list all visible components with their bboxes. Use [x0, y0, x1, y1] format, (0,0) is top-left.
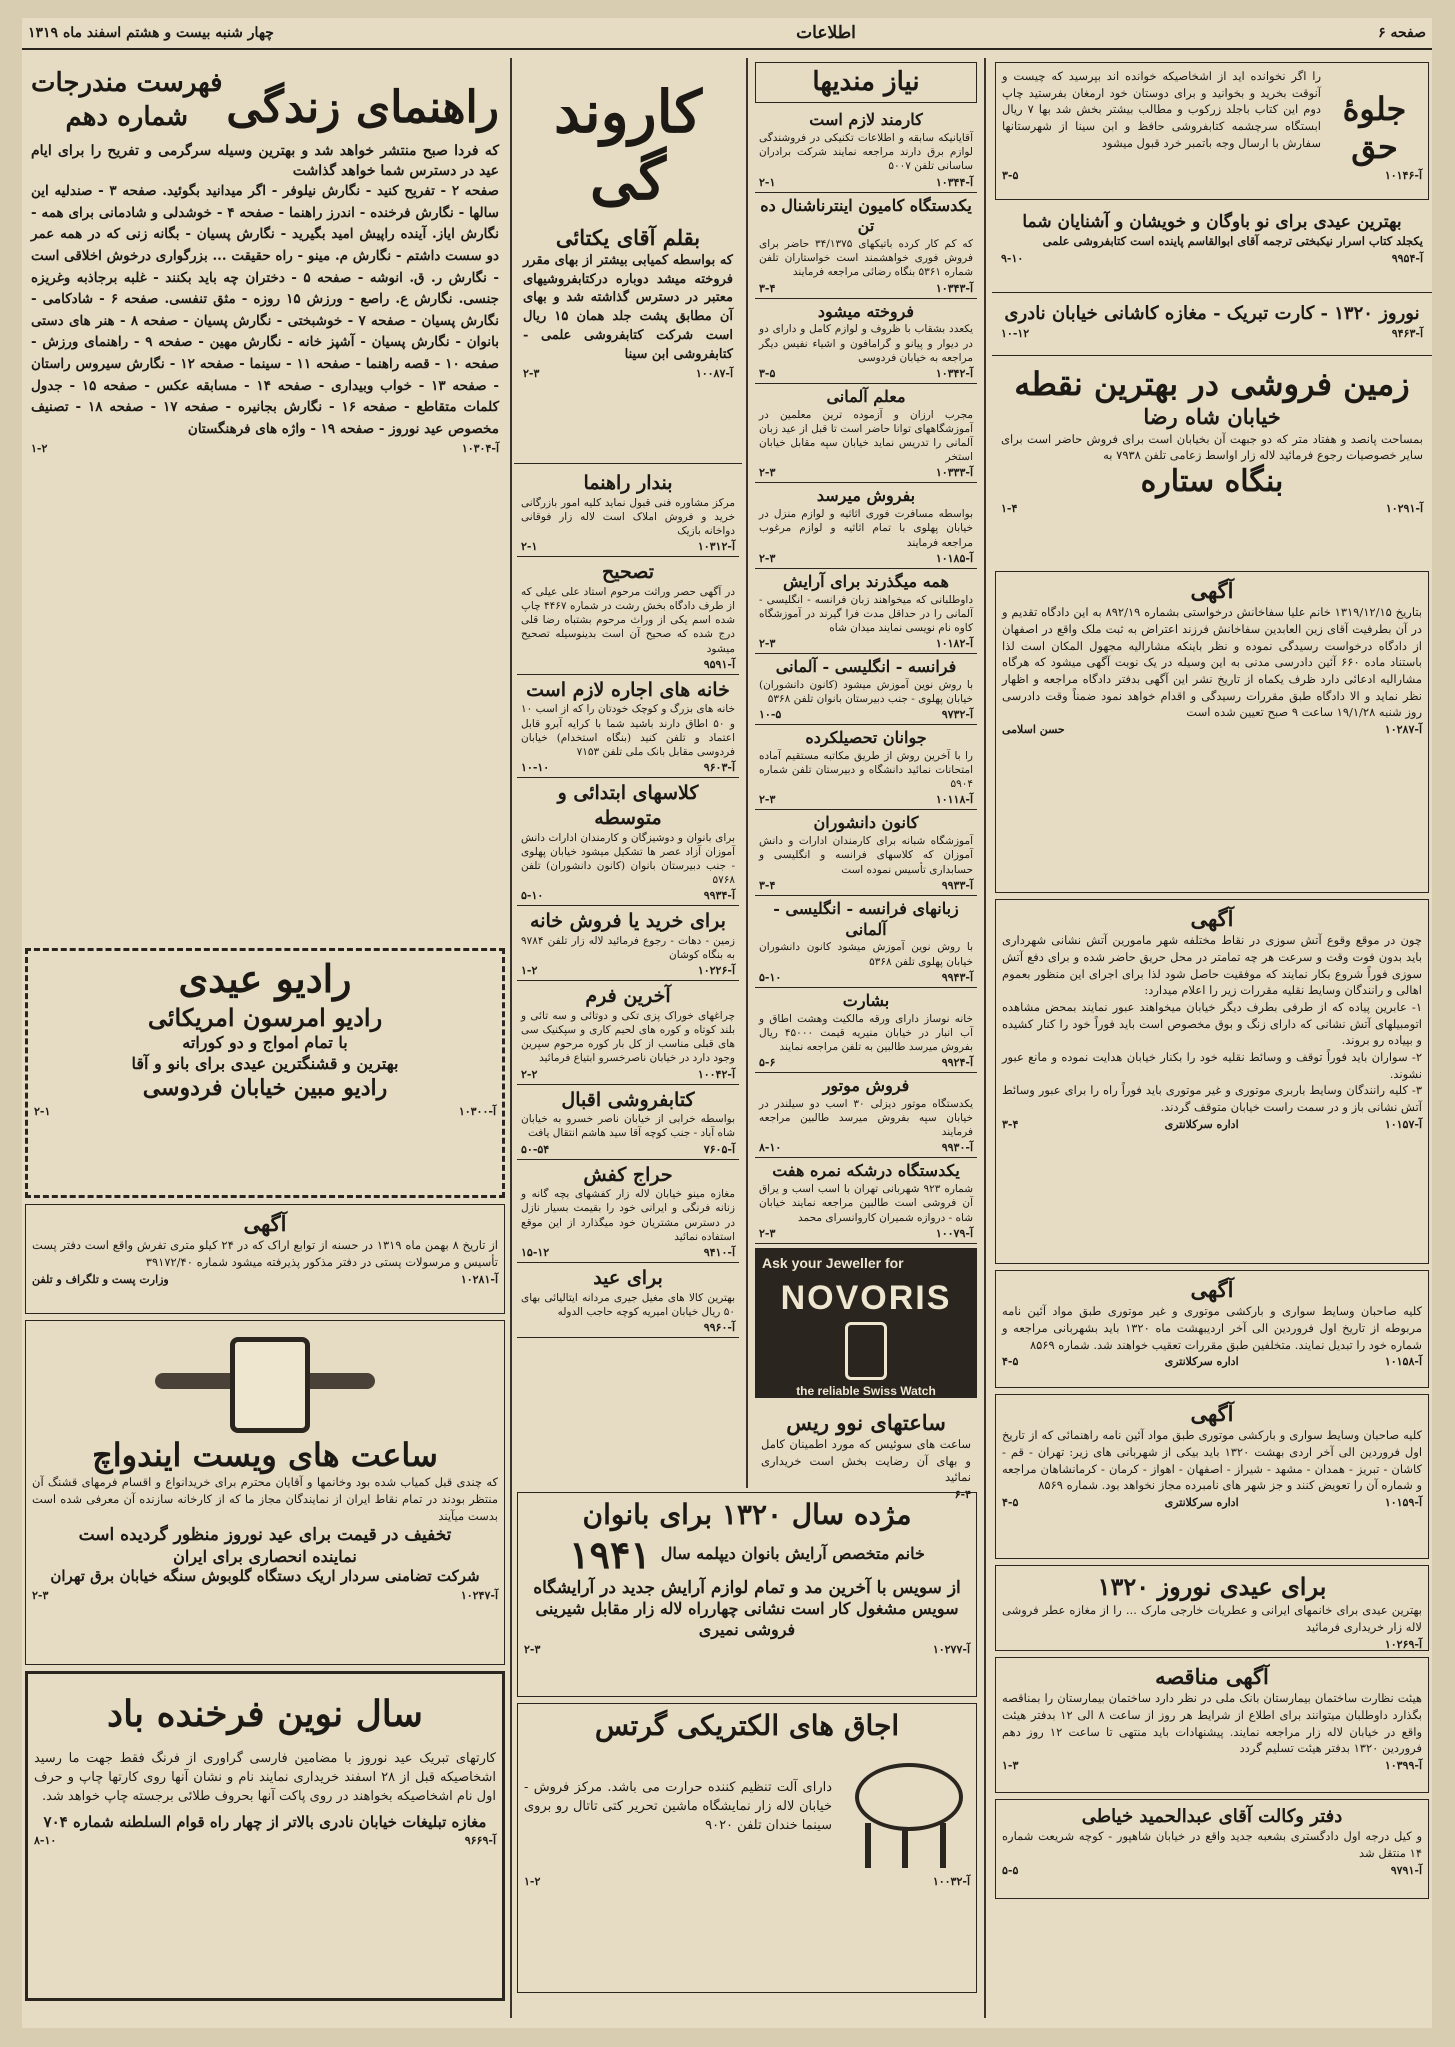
ad-court-notice: [995, 571, 1429, 893]
novoris-brand: NOVORIS: [780, 1278, 952, 1317]
ad-code: ۲-۱: [521, 540, 538, 554]
ad-code: ۳-۵: [1002, 168, 1019, 182]
classified-ref: آ-۱۰۱۱۸: [935, 793, 973, 807]
ad-body: ساعت های سوئیس که مورد اطمینان کامل و بهای آن رضایت بخش است خریداری نمائید: [761, 1436, 971, 1485]
classified-body: که کم کار کرده باتیکهای ۳۴/۱۳۷۵ حاضر برای فروش فوری خواهشمند است خواستاران تلفن شماره ۵۳۶۱ بنگاه رضائی مراجعه فرمایند: [759, 238, 973, 279]
wristwatch-icon: [32, 1326, 498, 1436]
ad-new-year-cards: [25, 1671, 505, 2001]
ad-jelve-hagh: [995, 62, 1429, 200]
ad-body: چون در موقع وقوع آتش سوزی در نقاط مختلفه شهر مامورین آتش نشانی شهرداری باید بدون فوت وقت و سرعت هر چه تمامتر در محل حریق حاضر شده و برای دفع آتش سوزی فوراً شروع بکار نمایند که موفقیت حاصل شود لذا برای اجرای این منظور بعموم اهالی و رانندگان وسایط نقلیه مقررات زیر را اعلام میدارد: ۱- عابرین پیاده که از طرفی بطرف دیگر خیابان میخواهند عبور نمایند بمحض مشاهده اتومبیلهای آتش نشانی که دارای زنگ و بوق مخصوص است باید فوراً خود را کنار کشیده و بپیاده رو بروند. ۲- سواران باید فوراً توقف و وسائط نقلیه خود را بکنار خیابان هدایت نموده و مانع عبور نشوند. ۳- کلیه رانندگان وسایط باربری موتوری و غیر موتوری باید فوراً راه را برای عبور وسائط آتش نشانی باز و در سمت راست خیابان متوقف گردند.: [1002, 933, 1422, 1115]
classified-ad: [755, 725, 977, 810]
classified-ref: آ-۹۹۴۳: [941, 970, 973, 984]
classified-body: با روش نوین آموزش میشود (کانون دانشوران) خیابان پهلوی - جنب دبیرستان بانوان تلفن ۵۳۶۸: [759, 678, 973, 705]
ad-life-guide: [25, 62, 505, 942]
ad-line3: سویس مشغول کار است نشانی چهارراه لاله زار مقابل شیرینی فروشی نمیری: [535, 1599, 959, 1640]
middle-ads-list: [514, 468, 742, 1338]
ad-body: در آگهی حصر وراثت مرحوم استاد علی عیلی که از طرف دادگاه بخش رشت در شماره ۴۴۶۷ چاپ شده اسم یکی از وراث مرحوم بشتباه رضا قلی درج شده که صحیح آن است بدینوسیله تصحیح میشود: [521, 585, 735, 655]
ad-tashih: [517, 557, 739, 675]
ad-ref: آ-۱۰۲۷۷: [932, 1642, 970, 1656]
ad-ref: آ-۱۰۳۱۲: [697, 540, 735, 554]
ad-code: ۵-۵: [1002, 1863, 1019, 1877]
classified-body: را با آخرین روش از طریق مکاتبه مستقیم آماده امتحانات نمائید دانشگاه و دبیرستان تلفن شماره ۵۹۰۴: [759, 749, 973, 791]
ad-beauty-salon: [517, 1492, 977, 1697]
ad-author: بقلم آقای یکتائی: [555, 225, 701, 251]
ad-ref: آ-۱۰۰۳۲: [932, 1874, 970, 1888]
ad-body: بتاریخ ۱۳۱۹/۱۲/۱۵ خانم علیا سفاخانش درخواستی بشماره ۸۹۲/۱۹ به این دادگاه تقدیم و در آن بطرفیت آقای زین العابدین سفاخانش فرزند اعتراض به ثبت ملک واقع در اصفهان از دادگاه درخواست رسیدگی نموده و نظر باینکه مشارالیه مجهول المکان است لذا باستناد ماده ۶۶۰ آئین دادرسی مدنی به این وسیله در یک نوبت آگهی میشود که هرگاه مشارالیه ادعائی دارد ظرف یکماه از تاریخ نشر این آگهی بدفتر دادگاه مراجعه و اظهار نظر نماید و الا دادگاه طبق مقررات رسیدگی و اقدام خواهد نمود ضمناً وقت دادرسی روز شنبه ۱۹/۱/۲۸ ساعت ۹ صبح تعیین شده است: [1002, 605, 1422, 720]
ad-ref: آ-۷۶۰۵: [703, 1142, 735, 1156]
classified-ad: [755, 988, 977, 1073]
ad-ref: آ-۱۰۰۸۷: [695, 366, 733, 380]
ad-body: برای بانوان و دوشیزگان و کارمندان ادارات دانش آموزان آزاد عصر ها تشکیل میشود خیابان پهلوی - جنب دبیرستان بانوان (کانون دانشوران) تلفن ۵۷۶۸: [521, 831, 735, 887]
classified-ref: آ-۹۹۲۴: [941, 1056, 973, 1070]
ad-title: کاروند گی: [554, 78, 702, 213]
ad-novoris-watch: [755, 1248, 977, 1398]
ad-sign: حسن اسلامی: [1002, 723, 1065, 736]
ad-code: ۵۰-۵۴: [521, 1142, 550, 1156]
ad-ref: آ-۱۰۲۶۹: [1384, 1637, 1422, 1651]
ad-code: ۱۵-۱۲: [521, 1246, 550, 1259]
classified-code: ۲-۳: [759, 551, 776, 565]
ad-line3: بهترین و قشنگترین عیدی برای بانو و آقا: [131, 1053, 399, 1073]
ad-title: برای عیدی نوروز ۱۳۲۰: [1097, 1572, 1327, 1601]
ad-body: که چندی قبل کمیاب شده بود وخانمها و آقایان محترم برای خریدانواع و اقسام فرمهای قشنگ آن منتظر بودند در تمام نقاط ایران از نمایندگان مجاز ما که از کارخانه سازنده آن معرفی شده است بدست میآیند: [32, 1475, 498, 1523]
classified-ref: آ-۱۰۳۳۳: [935, 466, 973, 480]
ad-body: بواسطه خرابی از خیابان ناصر خسرو به خیابان شاه آباد - جنب کوچه آقا سید هاشم انتقال یافت: [521, 1113, 735, 1140]
ad-title: بندار راهنما: [583, 472, 673, 494]
ad-title: بهترین عیدی برای نو باوگان و خویشان و آشنایان شما: [1022, 212, 1402, 232]
classified-code: ۲-۳: [759, 1226, 776, 1240]
classifieds-title: نیاز مندیها: [755, 62, 977, 103]
ad-ref: آ-۱۰۲۹۱: [1385, 502, 1423, 516]
ad-ref: آ-۱۰۱۵۹: [1384, 1495, 1422, 1509]
ad-office: اداره سرکلانتری: [1164, 1495, 1239, 1509]
ad-title: حراج کفش: [583, 1163, 673, 1186]
ad-westend-watch: [25, 1320, 505, 1665]
ad-ref: آ-۹۹۵۴: [1391, 251, 1423, 265]
ad-ref: آ-۱۰۳۰۴: [461, 442, 499, 456]
ad-radio: [25, 948, 505, 1198]
classified-ref: آ-۱۰۱۸۵: [935, 551, 973, 565]
ad-vehicle-notice-1: [995, 1270, 1429, 1388]
ad-title: آخرین فرم: [585, 985, 671, 1008]
ad-title: نوروز ۱۳۲۰ - کارت تبریک - مغازه کاشانی خیابان نادری: [1004, 303, 1420, 324]
ad-body: خانه های بزرگ و کوچک خودتان را که از اسب ۱۰ و ۵۰ اطاق دارند باشید شما با کرایه آبرو قابل اعتماد و تلفن کنید (بنگاه استخدام) خیابان فردوسی مقابل بانک ملی تلفن ۷۱۵۳: [521, 703, 735, 758]
ad-agency: بنگاه ستاره: [1140, 464, 1284, 500]
ad-ref: آ-۹۶۰۳: [703, 761, 735, 775]
ad-code: ۱۰-۱۲: [1001, 327, 1030, 341]
ad-lawyer-office: [995, 1799, 1429, 1899]
classified-title: یکدستگاه کامیون اینترناشنال ده تن: [760, 195, 972, 236]
ad-code: ۱-۲: [524, 1874, 541, 1888]
classified-title: کانون دانشوران: [813, 813, 919, 833]
ad-title: رادیو عیدی: [178, 956, 352, 1001]
ad-body: از تاریخ ۸ بهمن ماه ۱۳۱۹ در حسنه از توابع اراک که در ۲۴ کیلو متری تفرش واقع است دفتر پست تأسیس و مرسولات پستی در دفتر مذکور پذیرفته میشود شماره ۳۹۱۷۲/۴۰: [32, 1238, 498, 1269]
classified-title: فروش موتور: [822, 1076, 910, 1096]
classified-title: کارمند لازم است: [809, 110, 923, 130]
ad-year: ۱۹۴۱: [569, 1531, 651, 1577]
wide-ads: [514, 1488, 980, 2008]
ad-baraye-eid: [517, 1263, 739, 1338]
ad-body: که بواسطه کمیابی بیشتر از بهای مقرر فروخته میشد دوباره درکتابفروشیهای معتبر در دسترس گذاشته شد و بهای آن مطابق پشت جلد همان ۱۵ ریال است شرکت کتابفروشی علمی - کتابفروشی ابن سینا: [523, 252, 734, 362]
ad-title: آگهی: [1190, 906, 1234, 931]
classified-ad: [755, 1073, 977, 1158]
classified-body: با روش نوین آموزش میشود کانون دانشوران خیابان پهلوی تلفن ۵۳۶۸: [759, 941, 973, 968]
ad-line4: رادیو مبین خیابان فردوسی: [142, 1075, 388, 1102]
ad-code: ۱۰-۱۰: [521, 761, 550, 775]
ad-body: چراغهای خوراک پزی تکی و دوتائی و سه تائی و بلند کوتاه و کوره های لحیم کاری و سپکنیک سی های قبلی مناسب از کل بار کوره مرحوم سپرین وجود دارد در خیابان ناصرخسرو ابتیاع فرمائید: [521, 1009, 735, 1065]
ad-ref: آ-۱۰۲۲۶: [697, 964, 735, 978]
ad-ref: آ-۹۹۳۴: [703, 889, 735, 903]
ad-body: صفحه ۲ - تفریح کنید - نگارش نیلوفر - اگر میدانید بگوئید. صفحه ۳ - صندلیه این سالها - نگارش فرخنده - اندرز راهنما - صفحه ۴ - خوشدلی و شادمانی برای همه - نگارش ایاز. آینده راپیش امید بگیرید - نگارش پسیان - بگانه زنی که در همه عمر دو سست داشتم - نگارش م. مینو - راه حقیقت ... بزرگواری درخوش اخلاقی است - نگارش ر. ق. انوشه - صفحه ۵ - دختران چه باید بکنند - غلبه برجاذبه وغریزه جنسی. نگارش ع. راصع - ورزش ۱۵ روزه - مثق تنفسی. صفحه ۶ - شادکامی - نگارش پسیان - صفحه ۷ - خوشبختی - نگارش پسیان - صفحه ۸ - هنر های دستی بانوان - نگارش پسیان - آشپز خانه - نگارش مهین - صفحه ۹ - راهنمای ورزش - صفحه ۱۰ - قصه راهنما - صفحه ۱۱ - سینما - صفحه ۱۲ - نگارش سیروس راستان - صفحه ۱۳ - خواب وبیداری - صفحه ۱۴ - مسابقه عکس - صفحه ۱۵ - جدول کلمات متقاطع - صفحه ۱۶ - نگارش بجانیره - صفحه ۱۷ - صفحه ۱۸ - تصنیف مخصوص عید نوروز - صفحه ۱۹ - واژه های فرهنگستان: [31, 183, 500, 437]
column-left: [22, 58, 508, 2018]
classified-ad: [755, 810, 977, 895]
ad-ref: آ-۹۴۶۳: [1391, 327, 1423, 341]
classified-ad: [755, 483, 977, 568]
ad-body: مغازه مینو خیابان لاله زار کفشهای بچه گانه و زنانه فرنگی و ایرانی خود را بقیمت بسیار نازل در دسترس مشتریان خود میگذارد از این موقع استفاده نمائید: [521, 1188, 735, 1243]
ad-code: ۲-۳: [523, 366, 540, 380]
ad-tender: [995, 1657, 1429, 1793]
ad-title: کتابفروشی اقبال: [561, 1088, 695, 1111]
classified-title: معلم آلمانی: [826, 386, 906, 406]
ad-body: کلیه صاحبان وسایط سواری و بارکشی موتوری و غیر موتوری طبق مواد آئین نامه مربوطه از تاریخ اول فروردین الی آخر اردیبهشت ماه ۱۳۲۰ باید بشهربانی مراجعه و شماره خود را تبدیل نمایند. متخلفین طبق مقررات تعقیب خواهند شد. شماره ۸۵۶۹: [1002, 1304, 1422, 1352]
contents-label: فهرست مندرجات: [31, 68, 223, 98]
ad-ref: آ-۱۰۲۸۷: [1384, 723, 1422, 736]
classified-ad: [755, 1158, 977, 1243]
ad-ref: آ-۱۰۳۰۰: [458, 1104, 496, 1118]
ad-code: ۲-۱: [34, 1104, 51, 1118]
classified-body: یکدستگاه موتور دیزلی ۳۰ اسب دو سیلندر در خیابان سپه بفروش میرسد طالبین مراجعه فرمایند: [759, 1097, 973, 1139]
ad-best-gift: [995, 206, 1429, 286]
ad-code: ۵-۱۰: [521, 889, 544, 903]
ad-line: تخفیف در قیمت برای عید نوروز منظور گردیده است: [78, 1525, 452, 1546]
classified-title: یکدستگاه درشکه نمره هفت: [772, 1161, 960, 1181]
classified-title: فرانسه - انگلیسی - آلمانی: [775, 657, 957, 677]
classified-code: ۲-۳: [759, 793, 776, 807]
ad-body: بهترین عیدی برای خانمهای ایرانی و عطریات خارجی مارک ... را از مغازه عطر فروشی لاله زار خریداری فرمائید: [1002, 1603, 1422, 1634]
classified-ad: [755, 107, 977, 192]
ad-body: و کیل درجه اول دادگستری بشعبه جدید واقع در خیابان شاهپور - کوچه شریعت شماره ۱۴ منتقل شد: [1002, 1829, 1422, 1861]
ad-code: ۲-۲: [521, 1067, 538, 1081]
classified-body: آموزشگاه شبانه برای کارمندان ادارات و دانش آموزان که کلاسهای فرانسه و انگلیسی و حسابداری تأسیس نموده است: [759, 835, 973, 876]
ad-akharin: [517, 981, 739, 1084]
ad-norooz-cards: [995, 297, 1429, 349]
classified-body: بواسطه مسافرت فوری اثاثیه و لوازم منزل در خیابان پهلوی با تمام اثاثیه و لوازم مرغوب مراجعه فرمایند: [759, 508, 973, 549]
ad-subtitle: خانم متخصص آرایش بانوان دیپلمه سال: [660, 1543, 925, 1563]
issue-date: چهار شنبه بیست و هشتم اسفند ماه ۱۳۱۹: [28, 25, 274, 41]
column-middle: [514, 58, 742, 1458]
ad-title: برای عید: [593, 1267, 663, 1289]
ad-line2: از سویس با آخرین مد و تمام لوازم آرایش جدید در آرایشگاه: [533, 1578, 961, 1599]
classified-code: ۳-۴: [759, 878, 776, 892]
ad-subtitle: خیابان شاه رضا: [1143, 404, 1281, 430]
ad-body: بهترین کالا های مغیل جیری مردانه ایتالیائی بهای ۵۰ ریال خیابان امیریه کوچه حاجب الدوله: [521, 1291, 735, 1318]
ad-ref: آ-۹۴۱۰: [703, 1246, 735, 1259]
classifieds-list: [752, 107, 980, 1243]
ad-ref: آ-۱۰۲۸۱: [460, 1272, 498, 1286]
ad-office: اداره سرکلانتری: [1164, 1117, 1239, 1131]
ad-kharid: [517, 906, 739, 981]
ad-code: ۱-۲: [31, 442, 48, 456]
ad-land-sale: [995, 360, 1429, 565]
classified-ref: آ-۱۰۳۴۲: [935, 366, 973, 380]
paper-name: اطلاعات: [796, 23, 856, 43]
novoris-top-text: Ask your Jeweller for: [762, 1254, 904, 1271]
issue-number: شماره دهم: [65, 101, 189, 132]
ad-title: تصحیح: [601, 561, 655, 584]
magazine-title: راهنمای زندگی: [226, 81, 499, 133]
ad-ref: آ-۱۰۳۹۹: [1384, 1758, 1422, 1772]
classified-ad: [755, 569, 977, 654]
ad-company: شرکت تضامنی سردار اریک دستگاه گلوبوش سنگه خیابان برق تهران: [50, 1567, 480, 1586]
newspaper-page: [22, 18, 1432, 2028]
classified-ref: آ-۱۰۳۴۳: [935, 281, 973, 295]
classified-title: زبانهای فرانسه - انگلیسی - آلمانی: [773, 898, 959, 939]
ad-code: ۱-۲: [521, 964, 538, 978]
ad-body: هیئت نظارت ساختمان بیمارستان بانک ملی در نظر دارد ساختمان بیمارستان را بمناقصه بگذارد داوطلبان میتوانند برای اطلاع از شرایط هر روز از ساعت ۸ الی ۱۲ بدفتر هیئت واقع در خیابان لاله زار مراجعه نمایند. پیشنهادات باید منتهی تا ساعت ۱۲ روز دهم فروردین ۱۳۲۰ بدفتر هیئت تسلیم گردد: [1002, 1691, 1422, 1756]
ad-norooz-gift: [995, 1565, 1429, 1651]
classified-ad: [755, 896, 977, 988]
ad-body: یکجلد کتاب اسرار نیکبختی ترجمه آقای ابوالقاسم پاینده است کتابفروشی علمی: [1042, 234, 1423, 249]
classified-code: ۵-۶: [759, 1056, 776, 1070]
ad-title: خانه های اجاره لازم است: [526, 678, 730, 701]
ad-line2: با تمام امواج و دو کوراته: [182, 1032, 348, 1052]
novoris-tagline: the reliable Swiss Watch: [796, 1383, 936, 1398]
ad-ref: آ-۱۰۱۵۸: [1384, 1355, 1422, 1369]
ad-body: کارتهای تبریک عید نوروز با مضامین فارسی گراوری از فرنگ فقط جهت ما رسید اشخاصیکه قبل از ۲۸ اسفند خریداری نمایند نام و نشان آنها روی کارتها چاپ و حرف اول نام اشخاصیکه بخواهند در روی پاکت آنها بحروف طلائی برجسته چاپ خواهد شد.: [34, 1751, 496, 1804]
classified-body: آقایانیکه سابقه و اطلاعات تکنیکی در فروشندگی لوازم برق دارند مراجعه نمایند شرکت برادران ساسانی تلفن ۵۰۰۷: [759, 131, 973, 173]
classified-title: بشارت: [842, 990, 890, 1010]
ad-bandar: [517, 468, 739, 557]
classified-body: داوطلبانی که میخواهند زبان فرانسه - انگلیسی - آلمانی را در حداقل مدت فرا گیرند در آموزشگاه کاوه نام نویسی نمایند میدان شاه: [759, 593, 973, 634]
classified-ref: آ-۹۹۳۳: [941, 878, 973, 892]
ad-code: ۱-۳: [1002, 1758, 1019, 1772]
ad-haraj: [517, 1160, 739, 1263]
ad-code: ۱-۴: [1001, 502, 1018, 516]
ad-company: مغازه تبلیغات خیابان نادری بالاتر از چهار راه قوام السلطنه شماره ۷۰۴: [43, 1812, 487, 1831]
classified-code: ۲-۳: [759, 637, 776, 651]
ad-intro: که فردا صبح منتشر خواهد شد و بهترین وسیله سرگرمی و تفریح را برای ایام عید در دسترس شما خواهد گذاشت: [31, 142, 499, 179]
page-header: [22, 18, 1432, 50]
classified-ref: آ-۱۰۱۸۲: [935, 637, 973, 651]
ad-office: وزارت پست و تلگراف و تلفن: [32, 1272, 169, 1286]
ad-novaris-watches: [755, 1404, 977, 1501]
classified-code: ۲-۱: [759, 175, 776, 189]
classified-code: ۸-۱۰: [759, 1141, 782, 1155]
classified-ad: [755, 193, 977, 299]
classified-title: جوانان تحصیلکرده: [805, 728, 927, 748]
ad-eghbal: [517, 1085, 739, 1160]
classified-ad: [755, 299, 977, 384]
classified-code: ۳-۴: [759, 281, 776, 295]
ad-title: آگهی: [243, 1211, 287, 1236]
ad-code: ۲-۳: [32, 1588, 49, 1602]
classified-ref: آ-۹۷۳۲: [941, 708, 973, 722]
classified-ref: آ-۱۰۳۴۴: [935, 175, 973, 189]
classified-body: مجرب ارزان و آزموده ترین معلمین در آموزشگاههای توانا حاضر است تا قبل از عید زبان آلمانی را تدریس نماید خیابان سپه مقابل خیابان استخر: [759, 408, 973, 464]
ad-line1: رادیو امرسون امریکائی: [147, 1002, 383, 1032]
ad-code: ۲-۳: [524, 1642, 541, 1656]
ad-office: اداره سرکلانتری: [1164, 1355, 1239, 1369]
ad-title: آگهی: [1190, 1277, 1234, 1302]
ad-post-notice: [25, 1204, 505, 1314]
ad-code: ۳-۴: [1002, 1117, 1019, 1131]
classified-title: همه میگذرند برای آرایش: [783, 571, 949, 591]
ad-title: آگهی مناقصه: [1155, 1664, 1269, 1689]
ad-ref: آ-۱۰۱۴۶: [1384, 168, 1422, 182]
ad-code: ۴-۵: [1002, 1495, 1019, 1509]
ad-body: بمساحت پانصد و هفتاد متر که دو جبهت آن بخیابان است برای فروش حاضر است برای سایر خصوصیات رجوع فرمائید لاله زار اواسط زعامی تلفن ۷۹۳۸ به: [1001, 431, 1423, 463]
ad-code: ۸-۱۰: [34, 1834, 57, 1848]
ad-title: ساعتهای نوو ریس: [786, 1409, 946, 1435]
ad-ref: آ-۹۷۹۱: [1390, 1863, 1422, 1877]
classified-body: شماره ۹۲۳ شهربانی تهران با اسب اسب و یراق آن فروشی است طالبین مراجعه نمایند خیابان شاه - دروازه شمیران کاروانسرای محمد: [759, 1183, 973, 1224]
ad-code: ۹-۱۰: [1001, 251, 1024, 265]
ad-ref: آ-۱۰۰۴۲: [697, 1067, 735, 1081]
ad-kelas: [517, 778, 739, 906]
ad-line2: نماینده انحصاری برای ایران: [173, 1546, 357, 1566]
page-number: صفحه ۶: [1378, 25, 1426, 41]
classified-ref: آ-۹۹۳۰: [941, 1141, 973, 1155]
ad-fire-notice: [995, 899, 1429, 1264]
classified-body: یکعدد بشقاب با ظروف و لوازم کامل و دارای دو در دیوار و پیانو و گرامافون و اشیاء نفیس دیگر مراجعه به خیابان فردوسی: [759, 323, 973, 364]
ad-title: کلاسهای ابتدائی و متوسطه: [557, 782, 699, 829]
ad-vehicle-notice-2: [995, 1394, 1429, 1559]
ad-ref: آ-۱۰۱۵۷: [1384, 1117, 1422, 1131]
ad-title: زمین فروشی در بهترین نقطه: [1014, 365, 1410, 403]
ad-title: سال نوین فرخنده باد: [107, 1693, 423, 1735]
ad-title: برای خرید یا فروش خانه: [530, 910, 726, 933]
ad-ref: آ-۱۰۲۴۷: [460, 1588, 498, 1602]
ad-ref: آ-۹۶۶۹: [464, 1834, 496, 1848]
classified-title: فروخته میشود: [817, 301, 915, 321]
ad-body: دارای آلت تنظیم کننده حرارت می باشد. مرکز فروش - خیابان لاله زار نمایشگاه ماشین تحریر کتی تاتال رو بروی سینما خندان تلفن ۹۰۲۰: [524, 1780, 832, 1834]
classified-code: ۵-۱۰: [759, 970, 782, 984]
ad-ref: آ-۹۹۶۰: [703, 1321, 735, 1335]
ad-title: ساعت های ویست ایندواچ: [92, 1436, 438, 1474]
classified-ref: آ-۱۰۰۷۹: [935, 1226, 973, 1240]
classified-code: ۳-۵: [759, 366, 776, 380]
ad-body: زمین - دهات - رجوع فرمائید لاله زار تلفن ۹۷۸۴ به بنگاه کوشان: [521, 934, 735, 962]
classified-ad: [755, 384, 977, 483]
stove-icon: [840, 1743, 970, 1873]
classified-ad: [755, 654, 977, 725]
classified-code: ۱۰-۵: [759, 708, 782, 722]
column-right: [992, 58, 1432, 2018]
ad-title: دفتر وکالت آقای عبدالحمید خیاطی: [1081, 1806, 1343, 1827]
ad-code: ۴-۵: [1002, 1355, 1019, 1369]
ad-khaneha: [517, 675, 739, 778]
ad-ref: آ-۹۵۹۱: [703, 657, 735, 671]
ad-title: اجاق های الکتریکی گرتس: [594, 1709, 900, 1742]
watch-icon: [845, 1322, 887, 1380]
classified-title: بفروش میرسد: [816, 486, 916, 506]
ad-body: را اگر نخوانده اید از اشخاصیکه خوانده اند بپرسید که چیست و آنوقت بخرید و بخوانید و برای دوستان خود ارمغان بفرستید چاپ دوم این کتاب باجلد زرکوب و مطالب بیشتر بخش شد بها ۷ ریال ابستگاه سرچشمه کتابفروشی حافظ و ابن سینا از شهرستانها سفارش با ارسال وجه باتمبر خرد قبول میشود: [1002, 69, 1321, 150]
ad-body: مرکز مشاوره فنی قبول نماید کلیه امور بازرگانی خرید و فروش املاک است لاله زار فوقانی دواخانه بازیک: [521, 496, 735, 538]
ad-electric-stove: [517, 1703, 977, 1993]
ad-karvand-book: [517, 62, 739, 457]
ad-title: آگهی: [1190, 578, 1234, 603]
ad-title: جلوهٔ حق: [1342, 90, 1407, 167]
classified-body: خانه نوساز دارای ورقه مالکیت وهشت اطاق و آب انبار در خیابان منیریه قیمت ۴۵۰۰۰ ریال بفروش میرسد طالبین به تلفن مراجعه نمایند: [759, 1012, 973, 1053]
classified-code: ۲-۳: [759, 466, 776, 480]
ad-code: ۶-۴: [954, 1487, 971, 1501]
ad-title: مژده سال ۱۳۲۰ برای بانوان: [582, 1498, 912, 1531]
ad-body: کلیه صاحبان وسایط سواری و بارکشی موتوری طبق مواد آئین نامه راهنمائی که از تاریخ اول فروردین الی آخر اردی بهشت ۱۳۲۰ باید بیکی از شهربانی های زیر: تهران - قم - کاشان - تبریز - همدان - مشهد - شیراز - اصفهان - اهواز - کرمان - کرمانشاهان مراجعه و شماره آن را تعویض کنند و جز شهر های نامبرده مجاز نخواهد بود. شماره ۸۵۶۹: [1002, 1428, 1423, 1493]
ad-title: آگهی: [1190, 1401, 1234, 1426]
